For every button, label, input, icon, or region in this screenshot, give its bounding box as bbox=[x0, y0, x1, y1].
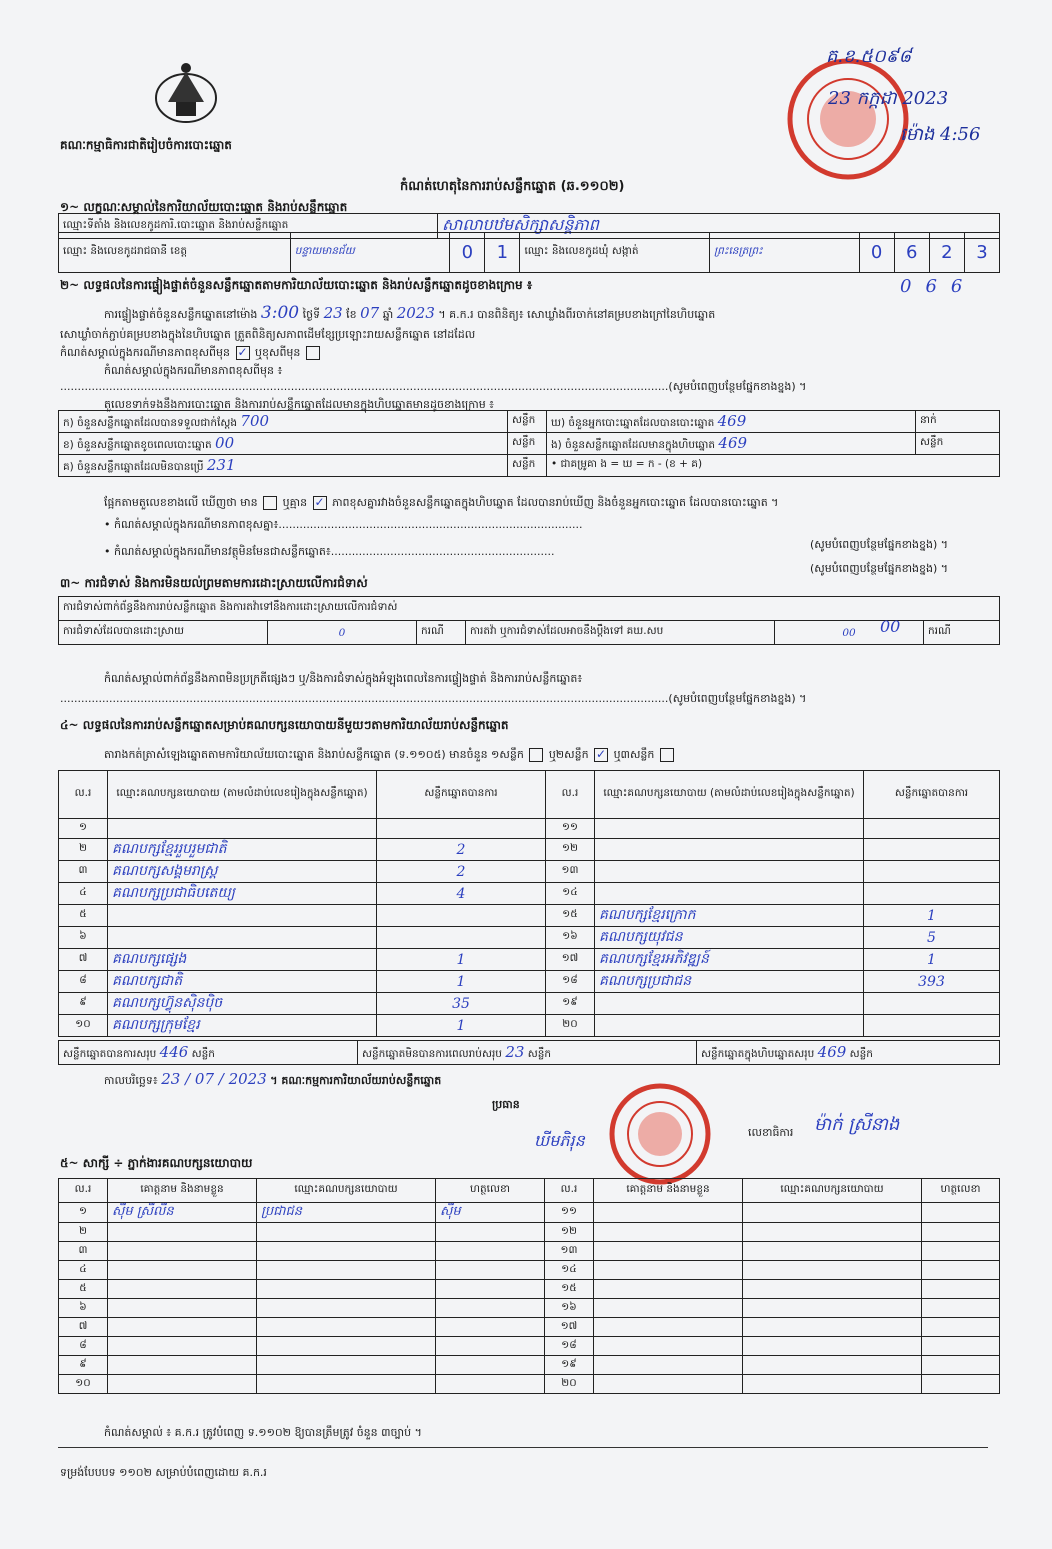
official-stamp bbox=[783, 56, 913, 182]
party-votes: 1 bbox=[864, 949, 1000, 971]
row-number: ១៨ bbox=[545, 1337, 594, 1356]
party-votes bbox=[864, 861, 1000, 883]
party-name: គណបក្សខ្មែរក្រោក bbox=[595, 905, 864, 927]
row-number: ១ bbox=[59, 819, 108, 839]
party-row bbox=[59, 819, 1000, 839]
row-number: ១៦ bbox=[546, 927, 595, 949]
party-name bbox=[595, 819, 864, 839]
agent-name bbox=[594, 1318, 743, 1337]
party-row bbox=[59, 993, 1000, 1015]
sheet-1-checkbox[interactable] bbox=[529, 748, 543, 762]
chair-signature: ឃីមភិរុន bbox=[534, 1131, 585, 1150]
agent-row bbox=[59, 1337, 1000, 1356]
section-3-note-fill: ..............................................................................................................................................................................(សូមបំពេញបន្ថែមផ្នែកខាងខ្នង) ។ bbox=[60, 692, 807, 705]
footer-note: កំណត់សម្គាល់ ៖ គ.ក.រ ត្រូវបំពេញ ទ.១១០២ ឱ្យបានត្រឹមត្រូវ ចំនួន ៣ច្បាប់ ។ bbox=[104, 1426, 422, 1439]
row-number: ១៩ bbox=[545, 1356, 594, 1375]
row-number: ១៥ bbox=[545, 1280, 594, 1299]
no-checkbox[interactable]: ✓ bbox=[314, 495, 325, 509]
footer-rule bbox=[58, 1447, 988, 1448]
agent-party: ប្រជាជន bbox=[257, 1203, 436, 1223]
agent-name bbox=[108, 1242, 257, 1261]
party-row bbox=[59, 883, 1000, 905]
row-number: ១២ bbox=[545, 1223, 594, 1242]
committee-stamp bbox=[604, 1082, 716, 1186]
bullet-note-1: • កំណត់សម្គាល់ក្នុងករណីមានភាពខុសគ្នា៖....................................................................................... bbox=[104, 518, 583, 531]
agent-party bbox=[257, 1223, 436, 1242]
section-2-line-2: សោឃ្លាំចាក់ភ្ជាប់គម្របខាងក្នុងនៃហិបឆ្នោត ត្រួតពិនិត្យសភាពដើមខ្សែប្រឡោះរាយសន្លឹកឆ្នោត នៅដដែល bbox=[60, 328, 476, 341]
complaints-table: ការជំទាស់ពាក់ព័ន្ធនឹងការរាប់សន្លឹកឆ្នោត និងការតវ៉ាទៅនឹងការដោះស្រាយលើការជំទាស់ ការជំទាស់ដែលបានដោះស្រាយ 0 ករណី ការតវ៉ា ឬការជំទាស់ដែលអាចនឹងប្តឹងទៅ គឃ.សប 00 ករណី bbox=[58, 596, 1000, 645]
section-1-title: ១~ លក្ខណៈសម្គាល់នៃការិយាល័យបោះឆ្នោត និងរាប់សន្លឹកឆ្នោត bbox=[60, 200, 348, 214]
row-number: ១១ bbox=[546, 819, 595, 839]
agent-party bbox=[257, 1375, 436, 1394]
party-name: គណបក្សប្រជាធិបតេយ្យ bbox=[108, 883, 377, 905]
party-name: គណបក្សប្រជាជន bbox=[595, 971, 864, 993]
secretary-label: លេខាធិការ bbox=[748, 1126, 794, 1139]
party-name: គណបក្សជាតិ bbox=[108, 971, 377, 993]
section-2-title: ២~ លទ្ធផលនៃការផ្ទៀងផ្ទាត់ចំនួនសន្លឹកឆ្នោតតាមការិយាល័យបោះឆ្នោត និងរាប់សន្លឹកឆ្នោតដូចខាងក្រោម ៖ bbox=[60, 278, 533, 292]
office-code-2: 6 bbox=[894, 233, 929, 273]
party-votes bbox=[377, 905, 546, 927]
agent-name bbox=[594, 1356, 743, 1375]
row-number: ៨ bbox=[59, 971, 108, 993]
agent-name bbox=[594, 1375, 743, 1394]
row-number: ៧ bbox=[59, 1318, 108, 1337]
section-1-ids bbox=[58, 232, 1000, 273]
consistency-line: ផ្អែកតាមតួលេខខាងលើ ឃើញថា មាន ឬគ្មាន ✓ ភាពខុសគ្នារវាងចំនួនសន្លឹកឆ្នោតក្នុងហិបឆ្នោត ដែលបានរាប់ឃើញ និងចំនួនអ្នកបោះឆ្នោត ដែលបានបោះឆ្នោត ។ bbox=[104, 495, 779, 509]
agent-party bbox=[743, 1223, 922, 1242]
party-name: គណបក្សយុវជន bbox=[595, 927, 864, 949]
agent-party bbox=[257, 1337, 436, 1356]
agent-row bbox=[59, 1261, 1000, 1280]
row-number: ១៧ bbox=[545, 1318, 594, 1337]
date-line: កាលបរិច្ឆេទ៖ 23 / 07 / 2023 ។ គណៈកម្មការការិយាល័យរាប់សន្លឹកឆ្នោត bbox=[104, 1070, 442, 1088]
province-value: បន្ទាយមានជ័យ bbox=[290, 233, 450, 273]
agent-name bbox=[108, 1261, 257, 1280]
row-number: ៦ bbox=[59, 1299, 108, 1318]
agent-party bbox=[743, 1261, 922, 1280]
row-e-label: ង) ចំនួនសន្លឹកឆ្នោតដែលមានក្នុងហិបឆ្នោត 469 bbox=[547, 433, 916, 455]
section-2-note-label: កំណត់សម្គាល់ក្នុងករណីមានភាពខុសពីមុន ៖ bbox=[104, 364, 283, 377]
party-votes: 1 bbox=[377, 1015, 546, 1037]
agent-signature bbox=[436, 1280, 545, 1299]
agent-name bbox=[594, 1337, 743, 1356]
row-number: ៥ bbox=[59, 1280, 108, 1299]
office-name-label: ឈ្មោះទីតាំង និងលេខកូដការិ.បោះឆ្នោត និងរាប់សន្លឹកឆ្នោត bbox=[59, 214, 438, 239]
agent-row bbox=[59, 1223, 1000, 1242]
party-votes: 1 bbox=[377, 949, 546, 971]
agent-name bbox=[108, 1375, 257, 1394]
party-votes: 2 bbox=[377, 839, 546, 861]
party-votes: 1 bbox=[377, 971, 546, 993]
agent-signature bbox=[922, 1299, 1000, 1318]
party-name: គណបក្សហ៊្វុនស៊ិនប៉ិច bbox=[108, 993, 377, 1015]
row-number: ១៥ bbox=[546, 905, 595, 927]
seal-ok-checkbox[interactable]: ✓ bbox=[237, 345, 248, 359]
row-number: ១៨ bbox=[546, 971, 595, 993]
agent-signature bbox=[922, 1261, 1000, 1280]
row-number: ១២ bbox=[546, 839, 595, 861]
section-2-line-3: កំណត់សម្គាល់ក្នុងករណីមានភាពខុសពីមុន ✓ ឬខុសពីមុន bbox=[60, 346, 322, 360]
party-votes: 393 bbox=[864, 971, 1000, 993]
row-number: ២០ bbox=[546, 1015, 595, 1037]
row-number: ១៧ bbox=[546, 949, 595, 971]
agent-signature bbox=[436, 1356, 545, 1375]
agent-name bbox=[108, 1223, 257, 1242]
agent-row bbox=[59, 1280, 1000, 1299]
party-name: គណបក្សខ្មែរអភិវឌ្ឍន៍ bbox=[595, 949, 864, 971]
agent-signature bbox=[922, 1318, 1000, 1337]
party-name bbox=[595, 1015, 864, 1037]
row-number: ១៩ bbox=[546, 993, 595, 1015]
row-number: ២ bbox=[59, 1223, 108, 1242]
agent-party bbox=[257, 1261, 436, 1280]
agent-party bbox=[743, 1375, 922, 1394]
agent-name: ស៊ីម ស្រីលីន bbox=[108, 1203, 257, 1223]
office-code-1: 0 bbox=[859, 233, 894, 273]
agent-party bbox=[743, 1203, 922, 1223]
party-votes bbox=[377, 819, 546, 839]
party-votes: 4 bbox=[377, 883, 546, 905]
section-3-note: កំណត់សម្គាល់ពាក់ព័ន្ធនឹងភាពមិនប្រក្រតីផ្សេងៗ ឬ/និងការជំទាស់ក្នុងអំឡុងពេលនៃការផ្ទៀងផ្ទាត់ និងការរាប់សន្លឹកឆ្នោត៖ bbox=[104, 672, 583, 685]
agent-party bbox=[743, 1299, 922, 1318]
party-votes bbox=[864, 1015, 1000, 1037]
party-row bbox=[59, 927, 1000, 949]
section-4-subtitle: តារាងកត់ត្រាសំឡេងឆ្នោតតាមការិយាល័យបោះឆ្នោត និងរាប់សន្លឹកឆ្នោត (ទ.១១០៥) មានចំនួន ១សន្លឹក ឬ២សន្លឹក ✓ ឬ៣សន្លឹក bbox=[104, 748, 676, 762]
row-number: ៦ bbox=[59, 927, 108, 949]
receipt-time: ម៉ោង 4:56 bbox=[900, 124, 981, 145]
party-votes: 35 bbox=[377, 993, 546, 1015]
agent-signature bbox=[436, 1242, 545, 1261]
agent-row bbox=[59, 1299, 1000, 1318]
section-2-subtitle: តួលេខទាក់ទងនឹងការបោះឆ្នោត និងការរាប់សន្លឹកឆ្នោតដែលមានក្នុងហិបឆ្នោតមានដូចខាងក្រោម ៖ bbox=[104, 398, 495, 411]
agent-signature bbox=[922, 1337, 1000, 1356]
party-votes bbox=[377, 927, 546, 949]
row-a-label: ក) ចំនួនសន្លឹកឆ្នោតដែលបានទទួលជាក់ស្តែង 700 bbox=[59, 411, 508, 433]
agent-name bbox=[594, 1261, 743, 1280]
party-votes: 1 bbox=[864, 905, 1000, 927]
province-code-1: 0 bbox=[450, 233, 485, 273]
agents-table: ល.រ គោត្តនាម និងនាមខ្លួន ឈ្មោះគណបក្សនយោបាយ ហត្ថលេខា ល.រ គោត្តនាម និងនាមខ្លួន ឈ្មោះគណបក្សនយោបាយ ហត្ថលេខា ១ ស៊ីម ស្រីលីន ប្រជាជន ស៊ីម ១១ ២ ១២ ៣ ១៣ ៤ ១៤ ៥ ១៥ ៦ ១៦ ៧ ១៧ ៨ ១៨ ៩ ១៩ ១០ ២០ bbox=[58, 1178, 1000, 1394]
agent-row bbox=[59, 1356, 1000, 1375]
party-votes bbox=[864, 993, 1000, 1015]
party-name bbox=[595, 883, 864, 905]
agent-name bbox=[594, 1299, 743, 1318]
party-name bbox=[108, 905, 377, 927]
agent-name bbox=[594, 1223, 743, 1242]
ballot-count-table: ក) ចំនួនសន្លឹកឆ្នោតដែលបានទទួលជាក់ស្តែង 700 សន្លឹក ឃ) ចំនួនអ្នកបោះឆ្នោតដែលបានបោះឆ្នោត 469 នាក់ ខ) ចំនួនសន្លឹកឆ្នោតខូចពេលបោះឆ្នោត 00 សន្លឹក ង) ចំនួនសន្លឹកឆ្នោតដែលមានក្នុងហិបឆ្នោត 469 សន្លឹក គ) ចំនួនសន្លឹកឆ្នោតដែលមិនបានប្រើ 231 សន្លឹក • ជាគម្រូគា ង = ឃ = ក - (ខ + គ) bbox=[58, 410, 1000, 477]
party-name bbox=[595, 993, 864, 1015]
agent-signature bbox=[436, 1261, 545, 1280]
party-name: គណបក្សសង្គមរាស្ត្រ bbox=[108, 861, 377, 883]
agent-signature bbox=[436, 1375, 545, 1394]
party-name bbox=[108, 927, 377, 949]
party-row bbox=[59, 905, 1000, 927]
row-number: ១០ bbox=[59, 1015, 108, 1037]
office-code-3: 2 bbox=[929, 233, 964, 273]
province-label: ឈ្មោះ និងលេខកូដរាជធានី ខេត្ត bbox=[59, 233, 291, 273]
party-name: គណបក្សក្រុមខ្មែរ bbox=[108, 1015, 377, 1037]
receipt-date: 23 កក្កដា 2023 bbox=[828, 88, 949, 109]
agent-party bbox=[257, 1280, 436, 1299]
agent-name bbox=[594, 1280, 743, 1299]
party-votes bbox=[864, 819, 1000, 839]
agent-signature bbox=[922, 1375, 1000, 1394]
row-c-label: គ) ចំនួនសន្លឹកឆ្នោតដែលមិនបានប្រើ 231 bbox=[59, 455, 508, 477]
agent-party bbox=[257, 1242, 436, 1261]
row-number: ២ bbox=[59, 839, 108, 861]
row-number: ១១ bbox=[545, 1203, 594, 1223]
party-name bbox=[108, 819, 377, 839]
agent-party bbox=[743, 1356, 922, 1375]
party-votes: 2 bbox=[377, 861, 546, 883]
row-number: ១៤ bbox=[545, 1261, 594, 1280]
agent-party bbox=[257, 1318, 436, 1337]
nec-emblem bbox=[148, 58, 224, 128]
section-3-title: ៣~ ការជំទាស់ និងការមិនយល់ព្រមតាមការដោះស្រាយលើការជំទាស់ bbox=[60, 576, 368, 590]
row-number: ៥ bbox=[59, 905, 108, 927]
complaints-label: ការជំទាស់ពាក់ព័ន្ធនឹងការរាប់សន្លឹកឆ្នោត និងការតវ៉ាទៅនឹងការដោះស្រាយលើការជំទាស់ bbox=[59, 597, 1000, 621]
section-4-title: ៤~ លទ្ធផលនៃការរាប់សន្លឹកឆ្នោតសម្រាប់គណបក្សនយោបាយនីមួយៗតាមការិយាល័យរាប់សន្លឹកឆ្នោត bbox=[60, 718, 509, 732]
row-number: ២០ bbox=[545, 1375, 594, 1394]
row-number: ៩ bbox=[59, 1356, 108, 1375]
section-5-title: ៥~ សាក្សី ÷ ភ្នាក់ងារគណបក្សនយោបាយ bbox=[60, 1156, 253, 1170]
party-row bbox=[59, 839, 1000, 861]
agent-signature bbox=[436, 1337, 545, 1356]
agent-row bbox=[59, 1203, 1000, 1223]
sheet-3-checkbox[interactable] bbox=[660, 748, 674, 762]
party-name: គណបក្សខ្មែររួបរួមជាតិ bbox=[108, 839, 377, 861]
row-number: ១៤ bbox=[546, 883, 595, 905]
receipt-number: គ.ខ.៥០៩៨ bbox=[826, 46, 912, 67]
section-2-note-fill: ..............................................................................................................................................................................(សូមបំពេញបន្ថែមផ្នែកខាងខ្នង) ។ bbox=[60, 380, 807, 393]
footer-form-id: ទម្រង់បែបបទ ១១០២ សម្រាប់បំពេញដោយ គ.ក.រ bbox=[60, 1466, 267, 1479]
agent-signature bbox=[922, 1356, 1000, 1375]
committee-name: គណៈកម្មាធិការជាតិរៀបចំការបោះឆ្នោត bbox=[60, 138, 232, 152]
row-number: ៣ bbox=[59, 861, 108, 883]
party-votes: 5 bbox=[864, 927, 1000, 949]
party-name bbox=[595, 861, 864, 883]
agent-name bbox=[108, 1337, 257, 1356]
row-number: ១៣ bbox=[545, 1242, 594, 1261]
agent-name bbox=[108, 1280, 257, 1299]
province-code-2: 1 bbox=[485, 233, 520, 273]
agent-signature: ស៊ីម bbox=[436, 1203, 545, 1223]
transfer-count: 00 bbox=[775, 621, 924, 645]
form-title: កំណត់ហេតុនៃការរាប់សន្លឹកឆ្នោត (ឆ.១១០២) bbox=[400, 179, 625, 194]
agent-signature bbox=[436, 1299, 545, 1318]
agent-row bbox=[59, 1242, 1000, 1261]
row-number: ១០ bbox=[59, 1375, 108, 1394]
commune-label: ឈ្មោះ និងលេខកូដឃុំ សង្កាត់ bbox=[520, 233, 710, 273]
agent-party bbox=[257, 1299, 436, 1318]
agent-signature bbox=[922, 1242, 1000, 1261]
party-name bbox=[595, 839, 864, 861]
row-number: ៧ bbox=[59, 949, 108, 971]
agent-signature bbox=[922, 1203, 1000, 1223]
sheet-2-checkbox[interactable]: ✓ bbox=[596, 747, 607, 761]
bullet-note-2: • កំណត់សម្គាល់ក្នុងករណីមានវត្ថុមិនមែនជាសន្លឹកឆ្នោត៖................................................................ bbox=[104, 545, 555, 558]
agent-name bbox=[108, 1299, 257, 1318]
commune-value: ព្រះនេត្រព្រះ bbox=[710, 233, 859, 273]
row-number: ១ bbox=[59, 1203, 108, 1223]
row-b-label: ខ) ចំនួនសន្លឹកឆ្នោតខូចពេលបោះឆ្នោត 00 bbox=[59, 433, 508, 455]
party-row bbox=[59, 971, 1000, 993]
secretary-signature: ម៉ាក់ ស្រីនាង bbox=[814, 1114, 900, 1135]
agent-row bbox=[59, 1375, 1000, 1394]
agent-name bbox=[594, 1203, 743, 1223]
office-code-4: 3 bbox=[964, 233, 999, 273]
agent-name bbox=[594, 1242, 743, 1261]
row-number: ៤ bbox=[59, 883, 108, 905]
bullet-note-1-fill: (សូមបំពេញបន្ថែមផ្នែកខាងខ្នង) ។ bbox=[810, 538, 949, 551]
agent-name bbox=[108, 1356, 257, 1375]
row-number: ៣ bbox=[59, 1242, 108, 1261]
bullet-note-2-fill: (សូមបំពេញបន្ថែមផ្នែកខាងខ្នង) ។ bbox=[810, 562, 949, 575]
party-name: គណបក្សផ្សេង bbox=[108, 949, 377, 971]
party-row bbox=[59, 861, 1000, 883]
row-number: ១៣ bbox=[546, 861, 595, 883]
agent-party bbox=[743, 1280, 922, 1299]
row-number: ៨ bbox=[59, 1337, 108, 1356]
party-votes bbox=[864, 883, 1000, 905]
agent-party bbox=[743, 1337, 922, 1356]
party-votes bbox=[864, 839, 1000, 861]
resolved-count: 0 bbox=[268, 621, 417, 645]
agent-signature bbox=[922, 1280, 1000, 1299]
party-row bbox=[59, 949, 1000, 971]
formula: • ជាគម្រូគា ង = ឃ = ក - (ខ + គ) bbox=[547, 455, 1000, 477]
seal-damaged-checkbox[interactable] bbox=[306, 346, 320, 360]
totals-row: សន្លឹកឆ្នោតបានការសរុប 446 សន្លឹក សន្លឹកឆ្នោតមិនបានការពេលរាប់សរុប 23 សន្លឹក សន្លឹកឆ្នោតក្នុងហិបឆ្នោតសរុប 469 សន្លឹក bbox=[58, 1040, 1000, 1065]
agent-party bbox=[257, 1356, 436, 1375]
row-d-label: ឃ) ចំនួនអ្នកបោះឆ្នោតដែលបានបោះឆ្នោត 469 bbox=[547, 411, 916, 433]
agent-signature bbox=[922, 1223, 1000, 1242]
agent-signature bbox=[436, 1318, 545, 1337]
commune-code: 066 bbox=[900, 276, 977, 297]
agent-party bbox=[743, 1242, 922, 1261]
row-number: ១៦ bbox=[545, 1299, 594, 1318]
chair-label: ប្រធាន bbox=[492, 1098, 520, 1111]
office-name-value: សាលាបឋមសិក្សាសន្តិភាព bbox=[438, 214, 1000, 239]
agent-row bbox=[59, 1318, 1000, 1337]
row-number: ៤ bbox=[59, 1261, 108, 1280]
agent-party bbox=[743, 1318, 922, 1337]
agent-signature bbox=[436, 1223, 545, 1242]
party-results-table: ល.រ ឈ្មោះគណបក្សនយោបាយ (តាមលំដាប់លេខរៀងក្នុងសន្លឹកឆ្នោត) សន្លឹកឆ្នោតបានការ ល.រ ឈ្មោះគណបក្សនយោបាយ (តាមលំដាប់លេខរៀងក្នុងសន្លឹកឆ្នោត) សន្លឹកឆ្នោតបានការ ១ ១១ ២ គណបក្សខ្មែររួបរួមជាតិ 2 ១២ ៣ គណបក្សសង្គមរាស្ត្រ 2 ១៣ ៤ គណបក្សប្រជាធិបតេយ្យ 4 ១៤ ៥ ១៥ គណបក្សខ្មែរក្រោក 1 ៦ ១៦ គណបក្សយុវជន 5 ៧ គណបក្សផ្សេង 1 ១៧ គណបក្សខ្មែរអភិវឌ្ឍន៍ 1 ៨ គណបក្សជាតិ 1 ១៨ គណបក្សប្រជាជន 393 ៩ គណបក្សហ៊្វុនស៊ិនប៉ិច 35 ១៩ ១០ គណបក្សក្រុមខ្មែរ 1 ២០ bbox=[58, 770, 1000, 1037]
complaints-count: 00 bbox=[880, 617, 901, 636]
yes-checkbox[interactable] bbox=[263, 496, 277, 510]
section-2-line-1: ការផ្ទៀងផ្ទាត់ចំនួនសន្លឹកឆ្នោតនៅម៉ោង 3:00 ថ្ងៃទី 23 ខែ 07 ឆ្នាំ 2023 ។ គ.ក.រ បានពិនិត្យ៖ សោឃ្លាំងពីរចាក់នៅគម្របខាងក្រៅនៃហិបឆ្នោត bbox=[104, 303, 716, 323]
row-number: ៩ bbox=[59, 993, 108, 1015]
party-row bbox=[59, 1015, 1000, 1037]
agent-name bbox=[108, 1318, 257, 1337]
